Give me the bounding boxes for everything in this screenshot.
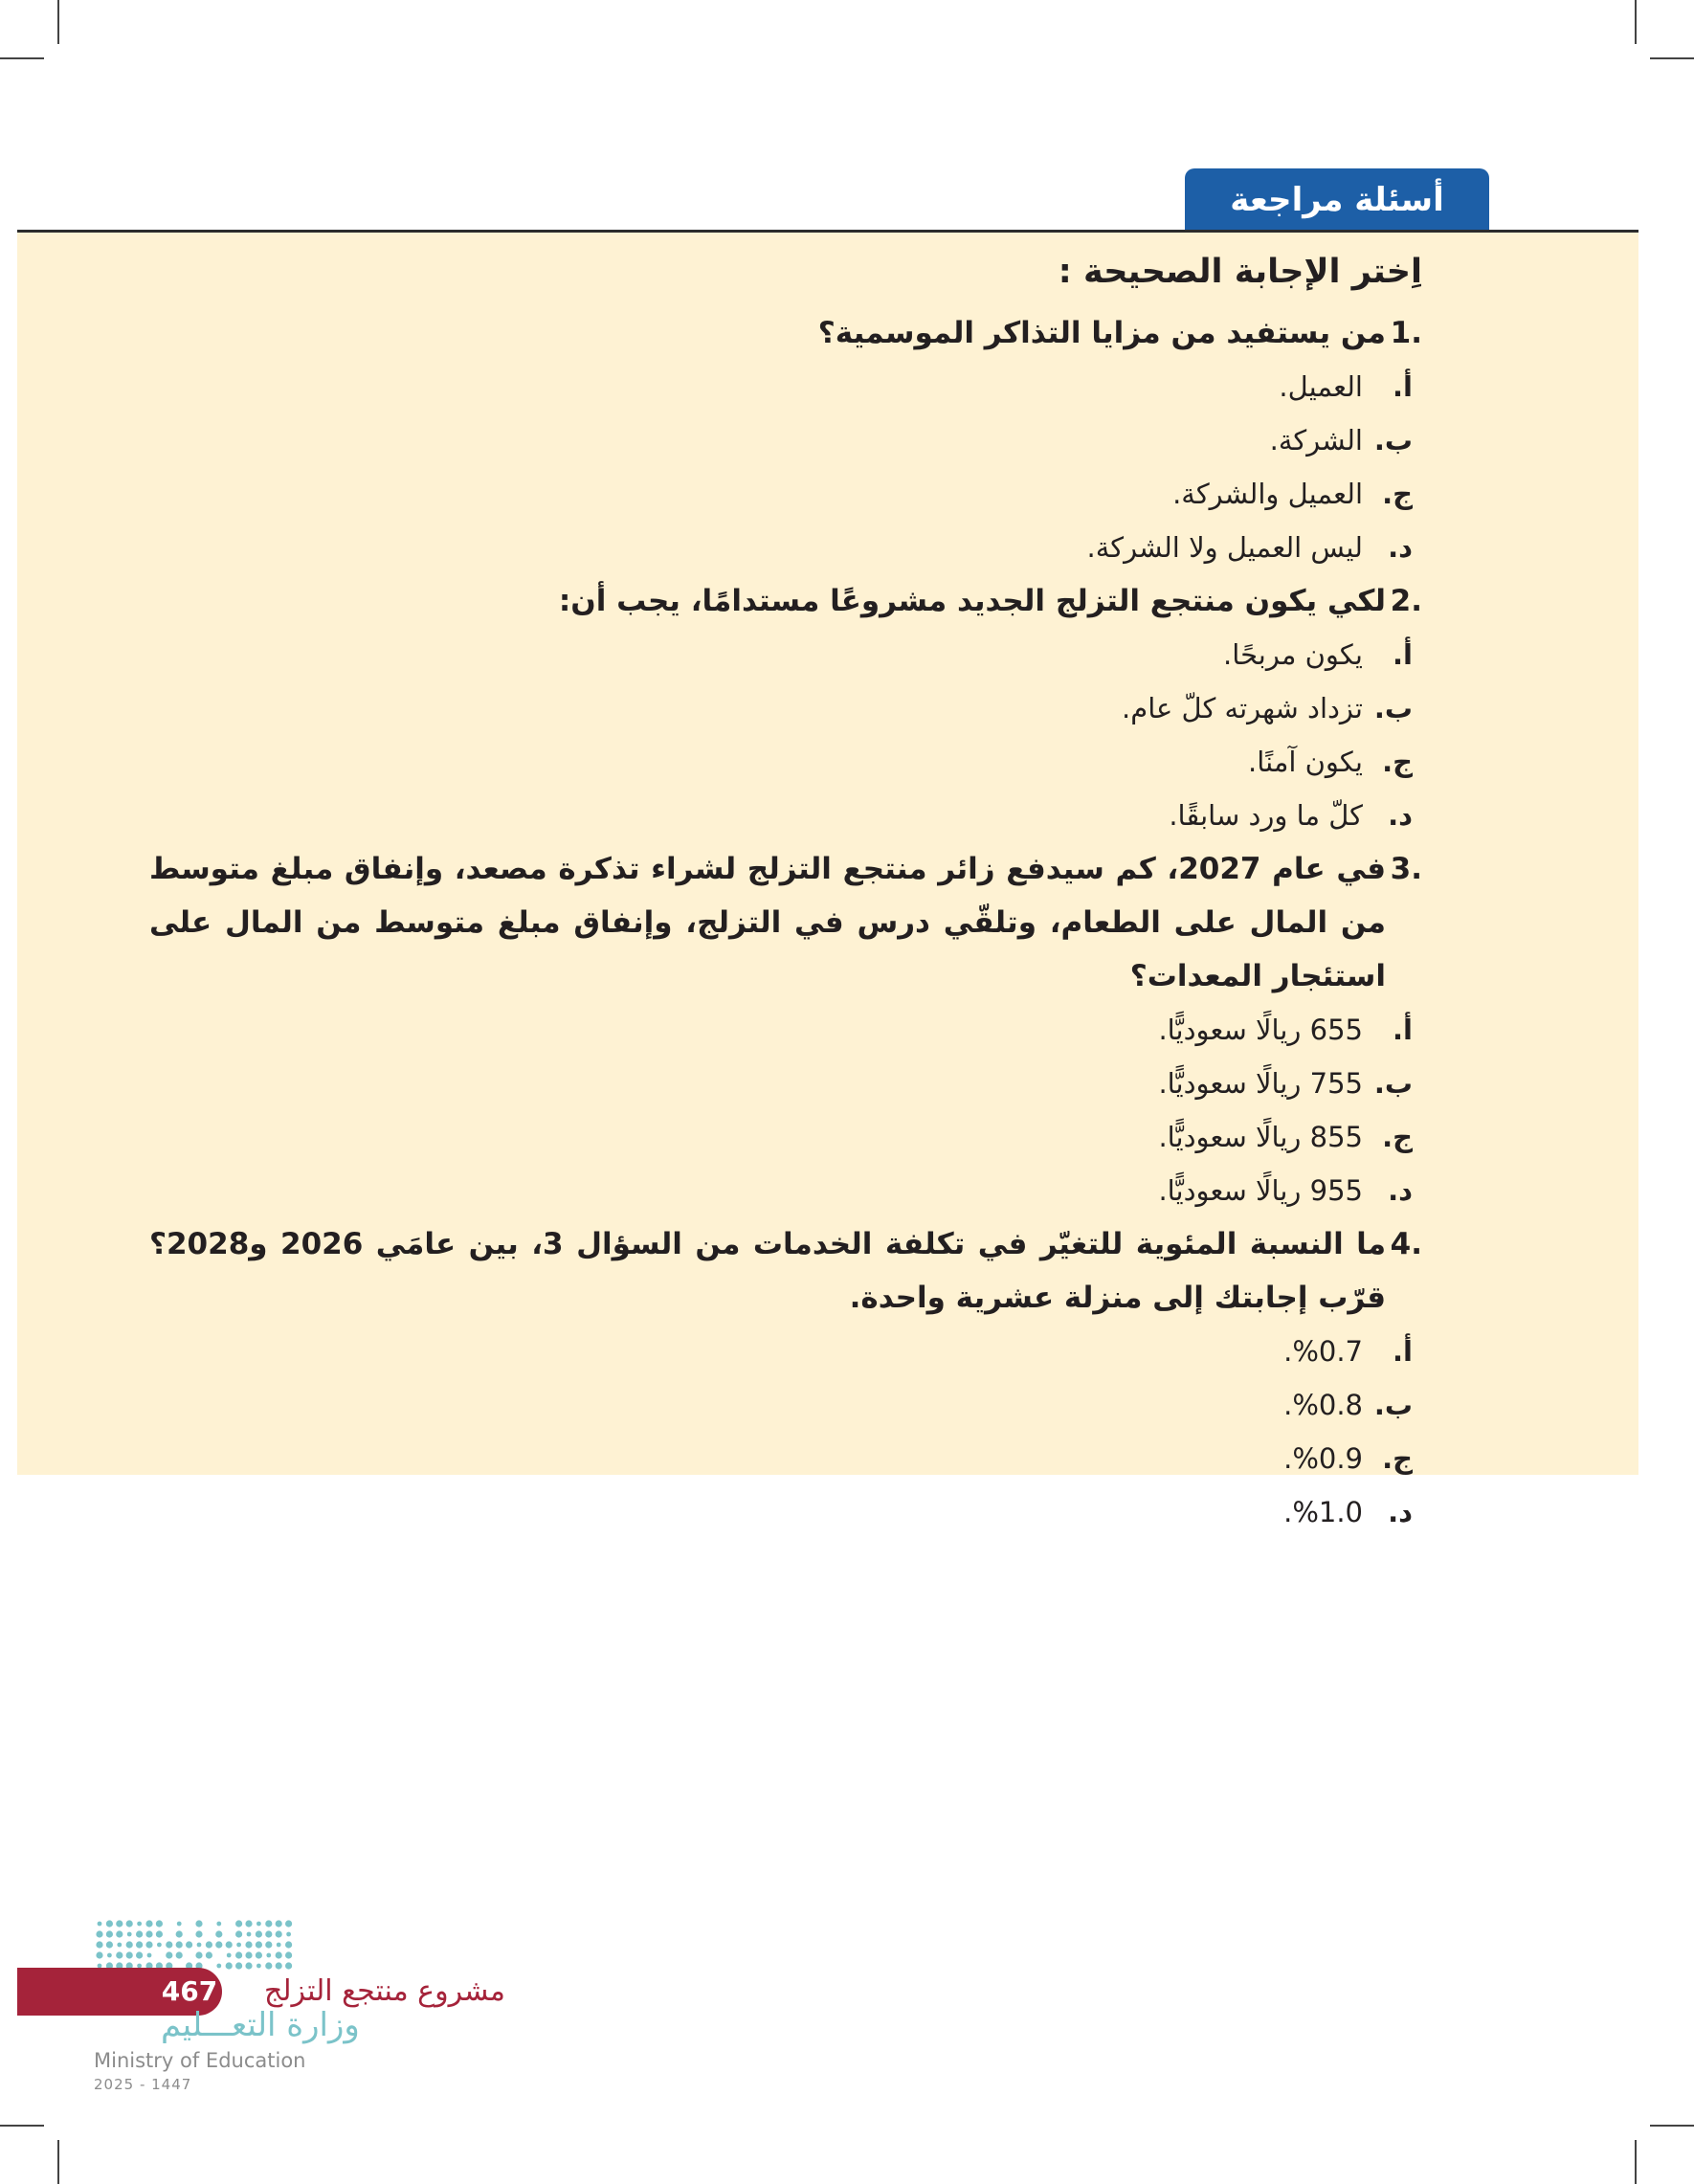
logo-dot (247, 1932, 252, 1937)
logo-dot (98, 1922, 102, 1927)
crop-mark (1650, 2125, 1694, 2127)
logo-dot (285, 1951, 292, 1958)
answer-option[interactable] (149, 360, 1422, 413)
logo-dot (195, 1920, 202, 1927)
answer-option[interactable] (149, 1057, 1422, 1110)
option-letter: ب. (1373, 1389, 1413, 1421)
logo-dot (256, 1922, 261, 1927)
option-list (149, 628, 1422, 842)
logo-dot (276, 1920, 282, 1927)
questions-content (149, 251, 1422, 1539)
option-letter: د. (1388, 1496, 1413, 1528)
logo-dot (276, 1951, 282, 1958)
logo-dot (285, 1920, 292, 1927)
answer-option[interactable] (149, 681, 1422, 735)
option-list (149, 1003, 1422, 1217)
option-letter: أ. (1393, 1335, 1413, 1368)
logo-dot (285, 1941, 292, 1948)
logo-dot (276, 1930, 282, 1937)
logo-dot (106, 1930, 113, 1937)
crop-mark (0, 57, 44, 59)
logo-dot (256, 1930, 262, 1937)
option-text: %0.8. (1283, 1389, 1363, 1421)
question-number: .3 (1390, 852, 1422, 886)
crop-mark (57, 2140, 59, 2184)
logo-dot (106, 1920, 113, 1927)
crop-mark (0, 2125, 44, 2127)
option-letter: د. (1388, 799, 1413, 832)
option-text: الشركة. (1269, 424, 1363, 457)
logo-dot (235, 1920, 242, 1927)
option-text: يكون مربحًا. (1223, 638, 1363, 671)
logo-dot (136, 1951, 143, 1958)
ministry-name-en: Ministry of Education (94, 2049, 306, 2072)
logo-dot (245, 1941, 252, 1948)
page-number: 467 (161, 1975, 218, 2007)
question-text: في عام 2027، كم سيدفع زائر منتجع التزلج لشراء تذكرة مصعد، وإنفاق مبلغ متوسط من المال على الطعام، وتلقّي درس في التزلج، وإنفاق مبلغ متوسط من المال على استئجار المعدات؟ (149, 852, 1386, 993)
logo-dot (96, 1951, 102, 1958)
logo-dot (265, 1941, 272, 1948)
logo-dot (265, 1920, 272, 1927)
logo-dot (136, 1930, 143, 1937)
logo-dot (197, 1943, 202, 1948)
answer-option[interactable] (149, 1164, 1422, 1217)
logo-dot (227, 1953, 232, 1958)
logo-dot (137, 1922, 142, 1927)
logo-dot (276, 1962, 282, 1969)
logo-dot (116, 1930, 123, 1937)
option-letter: ج. (1382, 1442, 1413, 1475)
option-text: 755 ريالًا سعوديًّا. (1158, 1067, 1363, 1100)
option-text: %1.0. (1283, 1496, 1363, 1528)
option-text: 855 ريالًا سعوديًّا. (1158, 1121, 1363, 1153)
option-list (149, 1325, 1422, 1539)
logo-dot (285, 1962, 292, 1969)
option-text: ليس العميل ولا الشركة. (1086, 531, 1363, 564)
option-letter: ب. (1373, 1067, 1413, 1100)
logo-dot (216, 1922, 221, 1927)
option-letter: ب. (1373, 424, 1413, 457)
logo-dot (195, 1930, 202, 1937)
logo-dot (156, 1930, 163, 1937)
logo-dot (117, 1943, 122, 1948)
logo-dot (215, 1930, 222, 1937)
logo-dot (126, 1920, 133, 1927)
logo-dot (176, 1930, 183, 1937)
logo-dot (206, 1941, 212, 1948)
answer-option[interactable] (149, 467, 1422, 521)
crop-mark (1650, 57, 1694, 59)
option-text: تزداد شهرته كلّ عام. (1122, 692, 1363, 724)
option-text: %0.9. (1283, 1442, 1363, 1475)
logo-dot (236, 1943, 241, 1948)
option-letter: ج. (1382, 746, 1413, 778)
question-number: .2 (1390, 584, 1422, 618)
question-number: .1 (1390, 316, 1422, 350)
logo-dot (226, 1962, 233, 1969)
option-letter: د. (1388, 1174, 1413, 1207)
answer-option[interactable] (149, 413, 1422, 467)
logo-dot (226, 1941, 233, 1948)
logo-dot (116, 1920, 123, 1927)
answer-option[interactable] (149, 628, 1422, 681)
question (149, 1217, 1422, 1325)
option-text: العميل والشركة. (1172, 478, 1363, 510)
answer-option[interactable] (149, 1378, 1422, 1432)
logo-dot (116, 1951, 123, 1958)
option-letter: أ. (1393, 1014, 1413, 1046)
question-list (149, 306, 1422, 1539)
logo-dot (126, 1941, 133, 1948)
footer-title: مشروع منتجع التزلج (264, 1974, 505, 2008)
logo-dot (265, 1962, 272, 1969)
logo-dot (206, 1951, 212, 1958)
logo-dot (245, 1951, 252, 1958)
logo-dot (127, 1932, 132, 1937)
option-letter: ج. (1382, 1121, 1413, 1153)
question (149, 306, 1422, 360)
logo-dot (235, 1962, 242, 1969)
option-text: 955 ريالًا سعوديًّا. (1158, 1174, 1363, 1207)
logo-dot (195, 1951, 202, 1958)
crop-mark (1635, 2140, 1637, 2184)
answer-option[interactable] (149, 789, 1422, 842)
crop-mark (57, 0, 59, 44)
option-text: يكون آمنًا. (1248, 746, 1363, 778)
option-letter: د. (1388, 531, 1413, 564)
logo-dot (145, 1941, 152, 1948)
logo-dot (145, 1920, 152, 1927)
logo-dot (176, 1951, 183, 1958)
option-text: 655 ريالًا سعوديًّا. (1158, 1014, 1363, 1046)
logo-dot (156, 1920, 163, 1927)
option-text: العميل. (1279, 370, 1363, 403)
logo-dot (106, 1941, 113, 1948)
logo-dot (176, 1941, 183, 1948)
question-number: .4 (1390, 1227, 1422, 1261)
option-letter: أ. (1393, 638, 1413, 671)
question-text: ما النسبة المئوية للتغيّر في تكلفة الخدمات من السؤال 3، بين عامَي 2026 و2028؟ قرّب إجابتك إلى منزلة عشرية واحدة. (149, 1227, 1387, 1315)
logo-dot (245, 1920, 252, 1927)
option-text: %0.7. (1283, 1335, 1363, 1368)
answer-option[interactable] (149, 735, 1422, 789)
instruction: اِختر الإجابة الصحيحة : (1058, 253, 1422, 291)
logo-dot (126, 1951, 133, 1958)
logo-dot (256, 1941, 262, 1948)
option-list (149, 360, 1422, 574)
logo-dot (235, 1930, 242, 1937)
logo-dot (177, 1922, 182, 1927)
answer-option[interactable] (149, 1110, 1422, 1164)
question-text: لكي يكون منتجع التزلج الجديد مشروعًا مستدامًا، يجب أن: (558, 584, 1386, 618)
logo-dot (245, 1962, 252, 1969)
logo-dot (256, 1964, 261, 1969)
logo-dot (147, 1953, 152, 1958)
option-letter: ب. (1373, 692, 1413, 724)
logo-dot (186, 1941, 192, 1948)
logo-dot (256, 1951, 262, 1958)
logo-dot (235, 1951, 242, 1958)
logo-dot (157, 1943, 162, 1948)
logo-dot (145, 1930, 152, 1937)
logo-dot (166, 1951, 172, 1958)
answer-option[interactable] (149, 1325, 1422, 1378)
logo-dot (166, 1941, 172, 1948)
logo-dot (215, 1941, 222, 1948)
option-letter: أ. (1393, 370, 1413, 403)
question (149, 842, 1422, 1003)
logo-dot (96, 1941, 102, 1948)
ministry-year: 2025 - 1447 (94, 2076, 192, 2093)
option-text: كلّ ما ورد سابقًا. (1169, 799, 1363, 832)
logo-dot (107, 1953, 112, 1958)
logo-dot (266, 1953, 271, 1958)
section-title: أسئلة مراجعة (1185, 168, 1489, 232)
question (149, 574, 1422, 628)
crop-mark (1635, 0, 1637, 44)
answer-option[interactable] (149, 1432, 1422, 1485)
logo-dot (286, 1932, 291, 1937)
logo-dot (136, 1941, 143, 1948)
option-letter: ج. (1382, 478, 1413, 510)
logo-dot (216, 1964, 221, 1969)
ministry-name-ar: وزارة التعـــليم (161, 2006, 360, 2044)
answer-option[interactable] (149, 1485, 1422, 1539)
logo-dot (96, 1930, 102, 1937)
logo-dot (277, 1943, 281, 1948)
logo-dot (265, 1930, 272, 1937)
answer-option[interactable] (149, 1003, 1422, 1057)
question-text: من يستفيد من مزايا التذاكر الموسمية؟ (817, 316, 1386, 350)
answer-option[interactable] (149, 521, 1422, 574)
